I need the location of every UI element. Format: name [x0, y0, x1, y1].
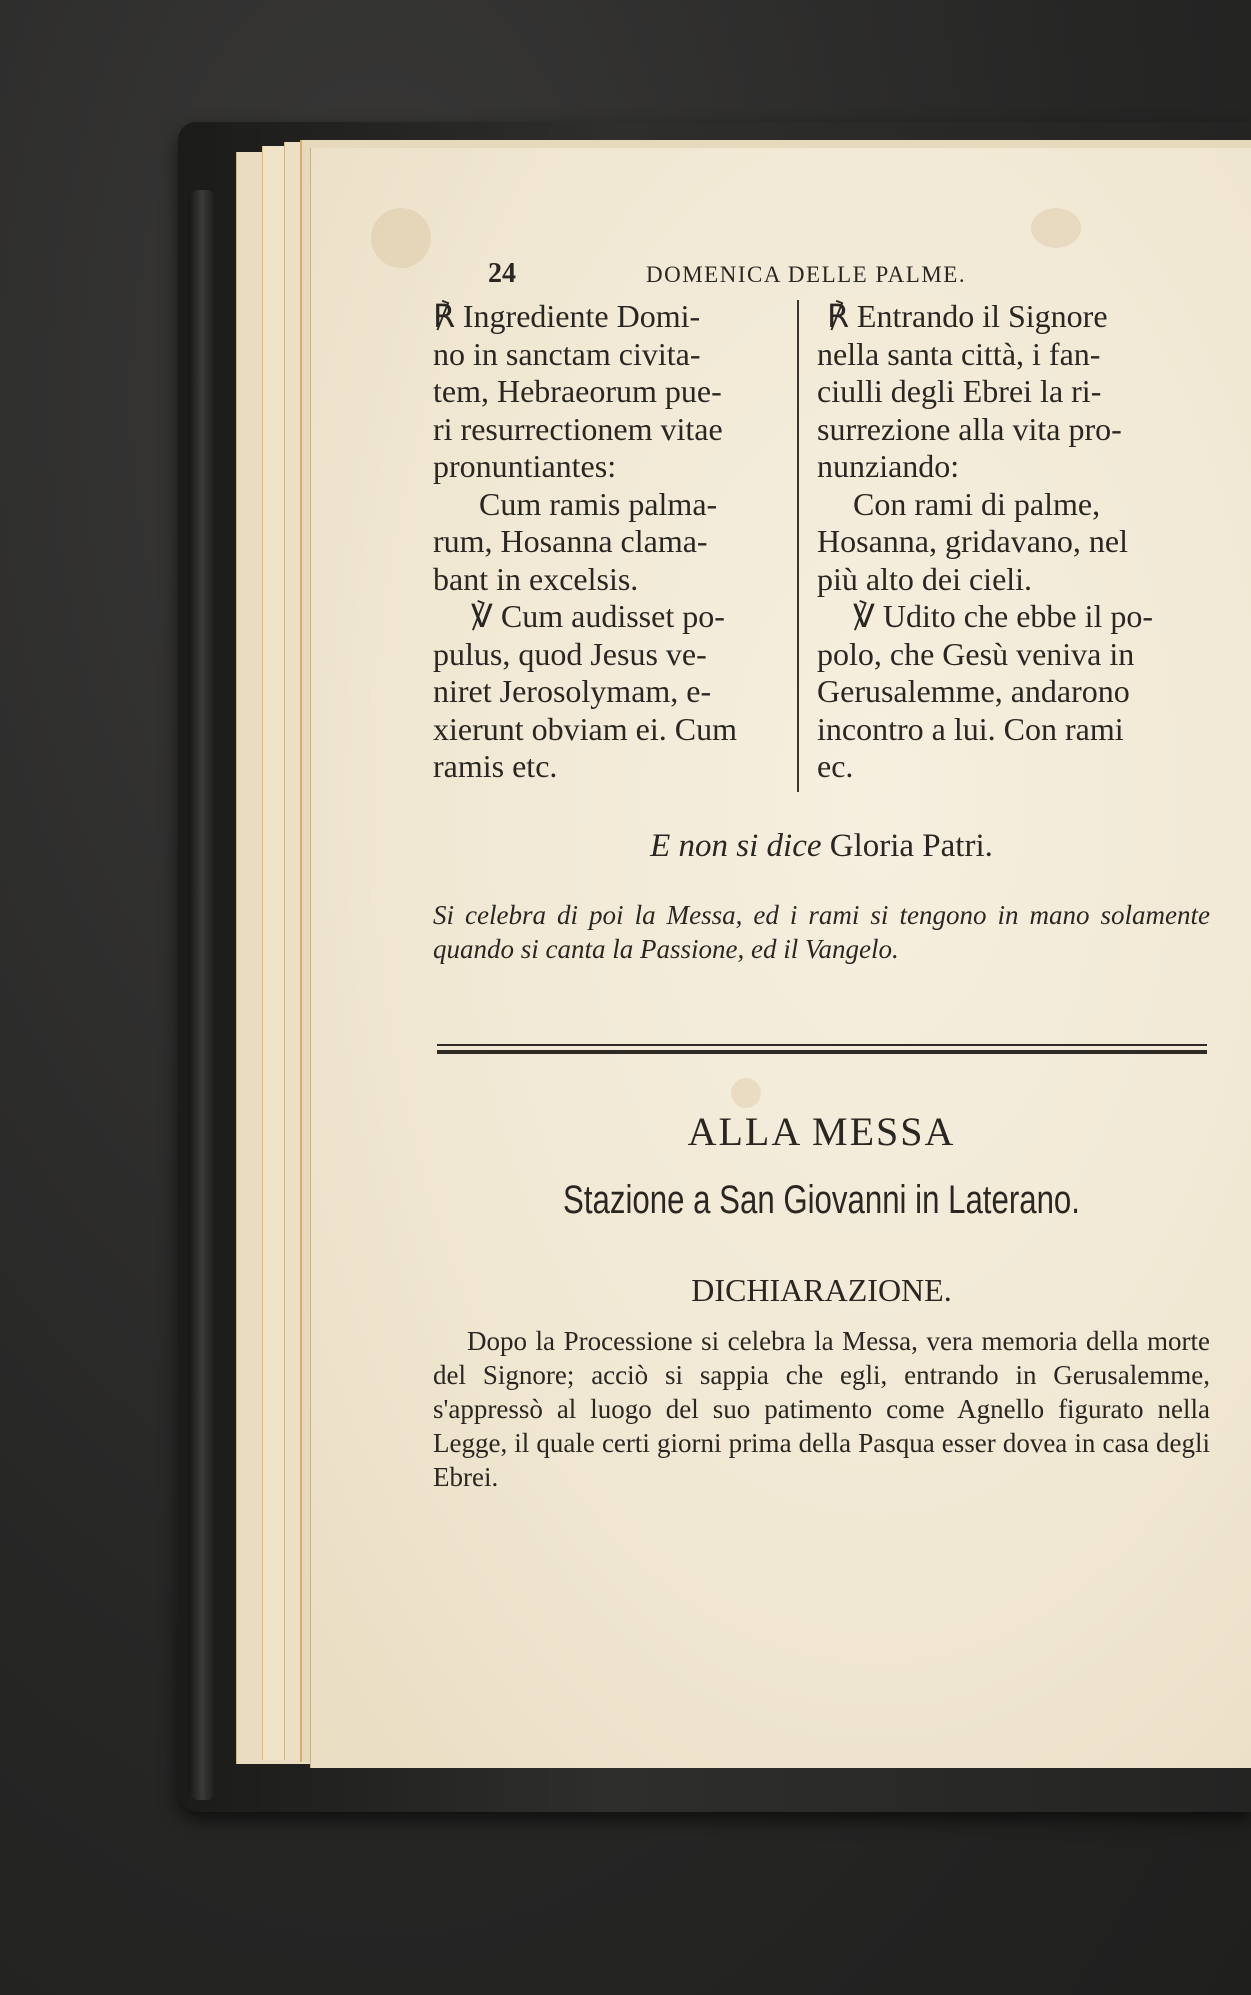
italian-line: Hosanna, gridavano, nel — [817, 523, 1129, 559]
italian-column — [817, 298, 1210, 786]
latin-line: ramis etc. — [433, 748, 558, 784]
latin-line: ℟ Ingrediente Domi- — [433, 298, 701, 334]
foxing-spot — [371, 208, 431, 268]
italian-line: ℣ Udito che ebbe il po- — [853, 598, 1154, 634]
section-rule — [437, 1050, 1207, 1054]
italian-line: incontro a lui. Con rami — [817, 710, 1124, 747]
foxing-spot — [1031, 208, 1081, 248]
section-title: ALLA MESSA — [687, 1109, 956, 1154]
gloria-note-roman: Gloria Patri. — [829, 828, 993, 864]
station-heading: Stazione a San Giovanni in Laterano. — [563, 1178, 1080, 1222]
gloria-note-italic: E non si dice — [650, 828, 822, 864]
latin-line: niret Jerosolymam, e- — [433, 673, 712, 709]
latin-line: pulus, quod Jesus ve- — [433, 635, 707, 672]
latin-line: ℣ Cum audisset po- — [471, 598, 725, 634]
gloria-note — [433, 828, 1210, 865]
running-title: DOMENICA DELLE PALME. — [646, 262, 967, 287]
latin-line: ri resurrectionem vitae — [433, 410, 723, 447]
declaration-heading: DICHIARAZIONE. — [691, 1272, 952, 1308]
italian-line: nella santa città, i fan- — [817, 335, 1101, 372]
book-spine — [188, 190, 216, 1800]
italian-line: surrezione alla vita pro- — [817, 410, 1122, 447]
italian-line: ciulli degli Ebrei la ri- — [817, 373, 1102, 409]
foxing-spot — [731, 1078, 761, 1108]
section-rule — [437, 1044, 1207, 1046]
latin-line: tem, Hebraeorum pue- — [433, 373, 722, 409]
italian-line: nunziando: — [817, 448, 960, 484]
latin-line: pronuntiantes: — [433, 448, 617, 484]
italian-line: polo, che Gesù veniva in — [817, 635, 1135, 672]
column-divider — [797, 300, 799, 792]
latin-line: bant in excelsis. — [433, 560, 639, 597]
latin-line: xierunt obviam ei. Cum — [433, 710, 737, 747]
page-number: 24 — [488, 258, 516, 289]
italian-line: più alto dei cieli. — [817, 560, 1033, 597]
italian-line: ec. — [817, 748, 854, 784]
latin-line: rum, Hosanna clama- — [433, 523, 708, 559]
italian-line: Con rami di palme, — [853, 485, 1101, 522]
running-head — [488, 258, 1208, 292]
latin-line: no in sanctam civita- — [433, 335, 701, 372]
italian-line: ℟ Entrando il Signore — [827, 298, 1108, 334]
italian-line: Gerusalemme, andarono — [817, 673, 1130, 709]
latin-line: Cum ramis palma- — [479, 485, 718, 522]
rubric: Si celebra di poi la Messa, ed i rami si tengono in mano solamente quando si canta la Passione, ed il Vangelo. — [433, 900, 1210, 964]
latin-column — [433, 298, 793, 786]
declaration-paragraph: Dopo la Processione si celebra la Messa, vera memoria della morte del Signore; acciò si sappia che egli, entrando in Gerusalemme, s'appressò al luogo del suo patimento come Agnello figurato nella Legge, il quale certi giorni prima della Pasqua esser dovea in casa degli Ebrei. — [433, 1326, 1210, 1492]
